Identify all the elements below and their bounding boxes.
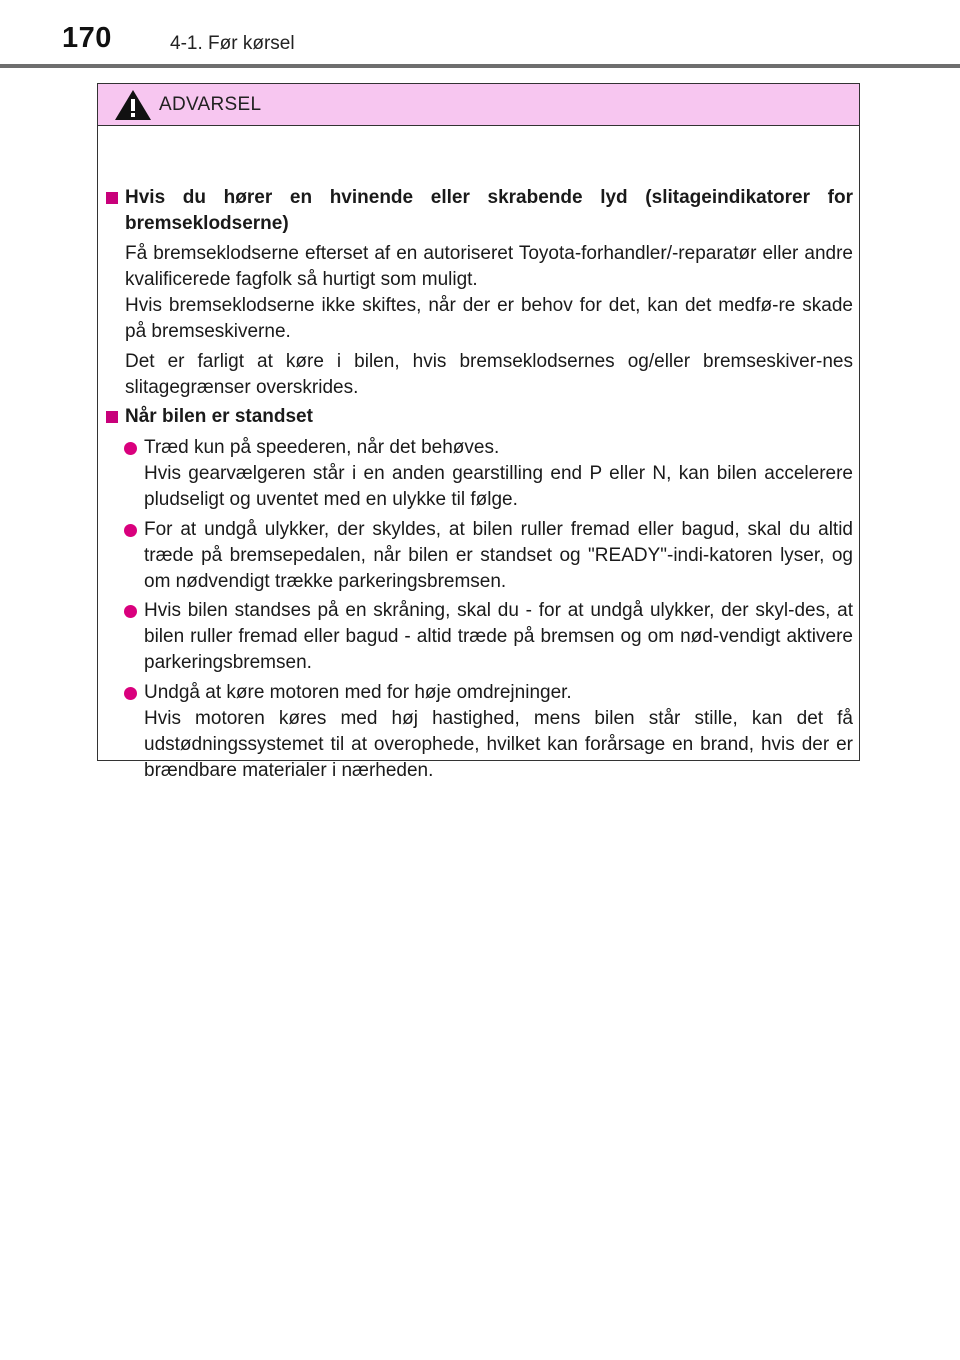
section-title-brake-pads: Hvis du hører en hvinende eller skrabende lyd (slitageindikatorer for bremseklodserne) [125,187,853,234]
warning-triangle-icon [114,89,152,121]
paragraph [125,349,853,401]
bullet-item [144,435,853,513]
bullet-dot-icon [124,605,137,618]
bullet-item [144,517,853,595]
warning-label: ADVARSEL [159,94,262,115]
paragraph-line: Hvis bremseklodserne ikke skiftes, når der er behov for det, kan det medfø-re skade på bremseskiverne. [125,295,853,342]
warning-box [97,83,860,781]
bullet-line: Hvis motoren køres med høj hastighed, mens bilen står stille, kan det få udstødningssystemet til at overophede, hvilket kan forårsage en brand, hvis der er brændbare materialer i nærheden. [144,708,853,781]
bullet-item [144,680,853,784]
bullet-line: Undgå at køre motoren med for høje omdrejninger. [144,682,572,703]
bullet-line: Hvis bilen standses på en skråning, skal du - for at undgå ulykker, der skyl-des, at bilen ruller fremad eller bagud - altid træde på bremsen og om nød-vendigt aktivere parkeringsbremsen. [144,600,853,673]
bullet-dot-icon [124,442,137,455]
page-header [0,0,960,66]
section-title-vehicle-stopped: Når bilen er standset [125,406,313,427]
paragraph-line: Få bremseklodserne efterset af en autoriseret Toyota-forhandler/-reparatør eller andre kvalificerede fagfolk så hurtigt som muligt. [125,243,853,290]
section-square-icon [106,411,118,423]
page-number: 170 [62,22,112,54]
bullet-item [144,598,853,676]
bullet-line: Hvis gearvælgeren står i en anden gearstilling end P eller N, kan bilen accelerere pludseligt og uventet med en ulykke til følge. [144,463,853,510]
bullet-dot-icon [124,524,137,537]
section-square-icon [106,192,118,204]
bullet-line: Træd kun på speederen, når det behøves. [144,437,500,458]
paragraph [125,241,853,345]
chapter-title: 4-1. Før kørsel [170,33,295,54]
bullet-line: For at undgå ulykker, der skyldes, at bilen ruller fremad eller bagud, skal du altid træde på bremsepedalen, når bilen er standset og "READY"-indi-katoren lyser, og om nødvendigt trække parkeringsbremsen. [144,519,853,592]
warning-header [98,84,859,126]
paragraph-line: Det er farligt at køre i bilen, hvis bremseklodsernes og/eller bremseskiver-nes slitagegrænser overskrides. [125,351,853,398]
header-rule [0,64,960,68]
bullet-dot-icon [124,687,137,700]
